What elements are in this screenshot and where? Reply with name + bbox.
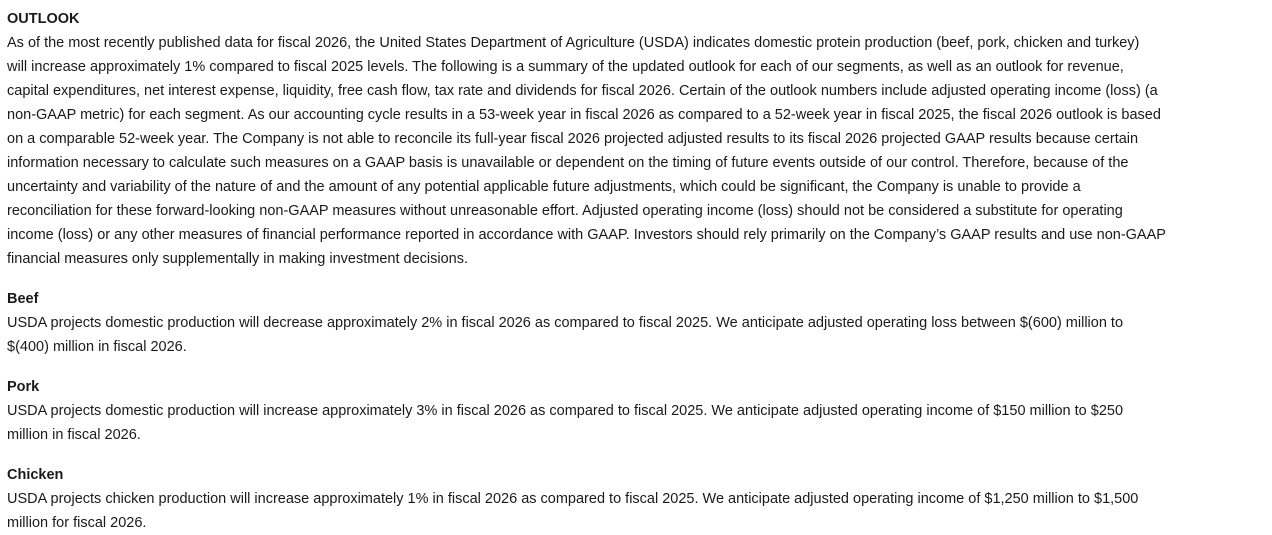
outlook-paragraph — [7, 31, 1272, 271]
chicken-heading: Chicken — [7, 467, 64, 483]
pork-section — [7, 375, 1272, 447]
outlook-line: information necessary to calculate such measures on a GAAP basis is unavailable or dependent on the timing of future events outside of our control. Therefore, because of the — [7, 155, 1129, 171]
pork-line: million in fiscal 2026. — [7, 427, 141, 443]
outlook-line: will increase approximately 1% compared to fiscal 2025 levels. The following is a summary of the updated outlook for each of our segments, as well as an outlook for revenue, — [7, 59, 1124, 75]
outlook-heading: OUTLOOK — [7, 11, 80, 27]
outlook-line: reconciliation for these forward-looking non-GAAP measures without unreasonable effort. Adjusted operating income (loss) should not be considered a substitute for operating — [7, 203, 1123, 219]
outlook-line: non-GAAP metric) for each segment. As our accounting cycle results in a 53-week year in fiscal 2026 as compared to a 52-week year in fiscal 2025, the fiscal 2026 outlook is based — [7, 107, 1161, 123]
outlook-line: income (loss) or any other measures of financial performance reported in accordance with GAAP. Investors should rely primarily on the Company’s GAAP results and use non-GAAP — [7, 227, 1166, 243]
outlook-line: on a comparable 52-week year. The Company is not able to reconcile its full-year fiscal 2026 projected adjusted results to its fiscal 2026 projected GAAP results because certain — [7, 131, 1139, 147]
beef-line: $(400) million in fiscal 2026. — [7, 339, 187, 355]
outlook-section — [7, 7, 1272, 271]
chicken-section — [7, 463, 1272, 535]
outlook-line: uncertainty and variability of the nature of and the amount of any potential applicable future adjustments, which could be significant, the Company is unable to provide a — [7, 179, 1081, 195]
outlook-line: As of the most recently published data for fiscal 2026, the United States Department of Agriculture (USDA) indicates domestic protein production (beef, pork, chicken and turkey) — [7, 35, 1140, 51]
beef-paragraph — [7, 311, 1272, 359]
pork-line: USDA projects domestic production will increase approximately 3% in fiscal 2026 as compared to fiscal 2025. We anticipate adjusted operating income of $150 million to $250 — [7, 403, 1124, 419]
pork-heading: Pork — [7, 379, 40, 395]
pork-paragraph — [7, 399, 1272, 447]
chicken-line: million for fiscal 2026. — [7, 515, 147, 531]
chicken-paragraph — [7, 487, 1272, 535]
beef-heading: Beef — [7, 291, 39, 307]
beef-section — [7, 287, 1272, 359]
chicken-line: USDA projects chicken production will increase approximately 1% in fiscal 2026 as compared to fiscal 2025. We anticipate adjusted operating income of $1,250 million to $1,500 — [7, 491, 1139, 507]
outlook-line: financial measures only supplementally in making investment decisions. — [7, 251, 469, 267]
outlook-line: capital expenditures, net interest expense, liquidity, free cash flow, tax rate and dividends for fiscal 2026. Certain of the outlook numbers include adjusted operating income (loss) (a — [7, 83, 1158, 99]
beef-line: USDA projects domestic production will decrease approximately 2% in fiscal 2026 as compared to fiscal 2025. We anticipate adjusted operating loss between $(600) million to — [7, 315, 1124, 331]
